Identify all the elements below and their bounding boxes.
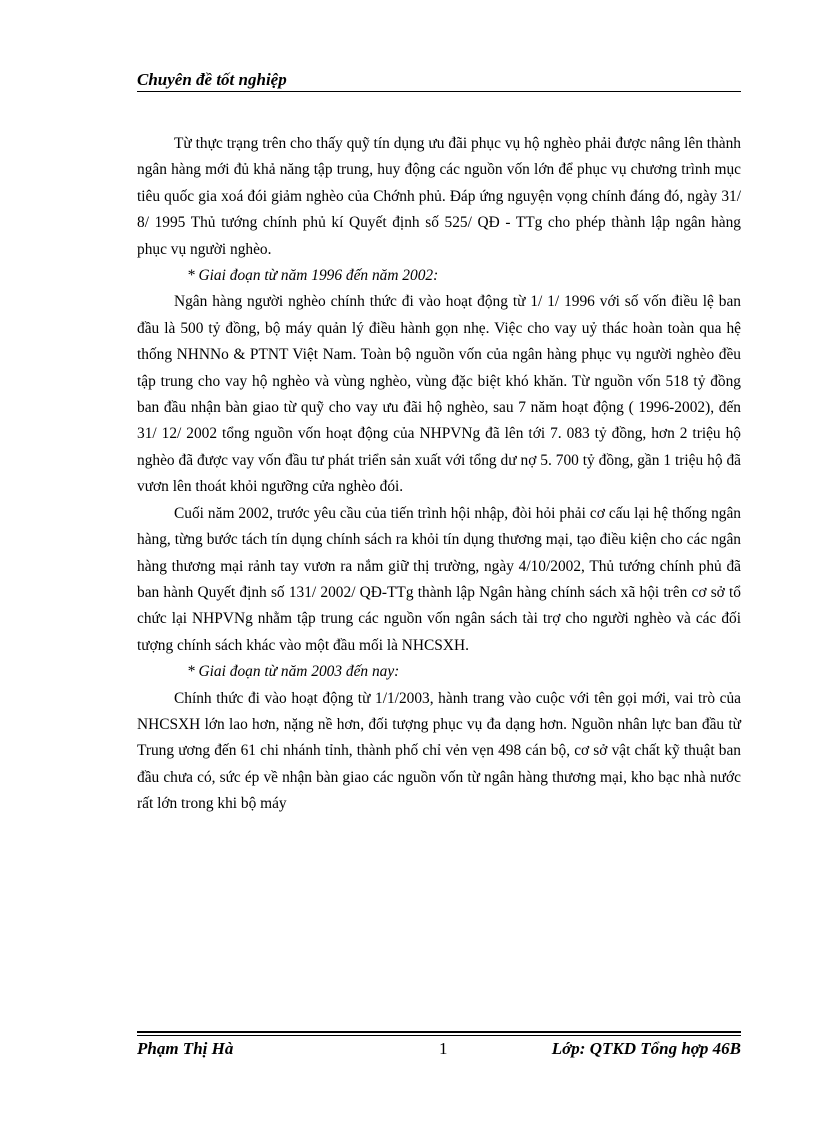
paragraph: Từ thực trạng trên cho thấy quỹ tín dụng ưu đãi phục vụ hộ nghèo phải được nâng lên thành ngân hàng mới đủ khả năng tập trung, huy động các nguồn vốn lớn để phục vụ chương trình mục tiêu quốc gia xoá đói giảm nghèo của Chớnh phủ. Đáp ứng nguyện vọng chính đáng đó, ngày 31/ 8/ 1995 Thủ tướng chính phủ kí Quyết định số 525/ QĐ - TTg cho phép thành lập ngân hàng phục vụ người nghèo. <box>137 135 741 258</box>
footer-rule <box>137 1035 741 1036</box>
page-number: 1 <box>439 1039 448 1058</box>
header-rule <box>137 91 741 92</box>
paragraph: Ngân hàng người nghèo chính thức đi vào hoạt động từ 1/ 1/ 1996 với số vốn điều lệ ban đầu là 500 tỷ đồng, bộ máy quản lý điều hành gọn nhẹ. Việc cho vay uỷ thác hoàn toàn qua hệ thống NHNNo & PTNT Việt Nam. Toàn bộ nguồn vốn của ngân hàng phục vụ người nghèo đều tập trung cho vay hộ nghèo và vùng nghèo, vùng đặc biệt khó khăn. Từ nguồn vốn 518 tỷ đồng ban đầu nhận bàn giao từ quỹ cho vay ưu đãi hộ nghèo, sau 7 năm hoạt động ( 1996-2002), đến 31/ 12/ 2002 tổng nguồn vốn hoạt động của NHPVNg đã lên tới 7. 083 tỷ đồng, hơn 2 triệu hộ nghèo đã được vay vốn đầu tư phát triển sản xuất với tổng dư nợ 5. 700 tỷ đồng, gần 1 triệu hộ đã vươn lên thoát khỏi ngưỡng cửa nghèo đói. <box>137 293 741 496</box>
section-heading: * Giai đoạn từ năm 2003 đến nay: <box>187 663 400 681</box>
footer-author: Phạm Thị Hà <box>137 1039 234 1058</box>
document-body <box>137 131 741 818</box>
paragraph: Cuối năm 2002, trước yêu cầu của tiến trình hội nhập, đòi hỏi phải cơ cấu lại hệ thống ngân hàng, từng bước tách tín dụng chính sách ra khỏi tín dụng thương mại, tạo điều kiện cho các ngân hàng thương mại rảnh tay vươn ra nắm giữ thị trường, ngày 4/10/2002, Thủ tướng chính phủ đã ban hành Quyết định số 131/ 2002/ QĐ-TTg thành lập Ngân hàng chính sách xã hội trên cơ sở tổ chức lại NHPVNg nhằm tập trung các nguồn vốn ngân sách tài trợ cho người nghèo và các đối tượng chính sách khác vào một đầu mối là NHCSXH. <box>137 504 741 654</box>
footer-rule <box>137 1031 741 1033</box>
footer-class: Lớp: QTKD Tổng hợp 46B <box>551 1039 741 1058</box>
page-footer <box>137 1039 741 1063</box>
paragraph: Chính thức đi vào hoạt động từ 1/1/2003, hành trang vào cuộc với tên gọi mới, vai trò của NHCSXH lớn lao hơn, nặng nề hơn, đối tượng phục vụ đa dạng hơn. Nguồn nhân lực ban đầu từ Trung ương đến 61 chi nhánh tỉnh, thành phố chỉ vẻn vẹn 498 cán bộ, cơ sở vật chất kỹ thuật ban đầu chưa có, sức ép về nhận bàn giao các nguồn vốn từ ngân hàng thương mại, kho bạc nhà nước rất lớn trong khi bộ máy <box>137 689 741 813</box>
header-title: Chuyên đề tốt nghiệp <box>137 70 287 89</box>
section-heading: * Giai đoạn từ năm 1996 đến năm 2002: <box>187 267 439 285</box>
